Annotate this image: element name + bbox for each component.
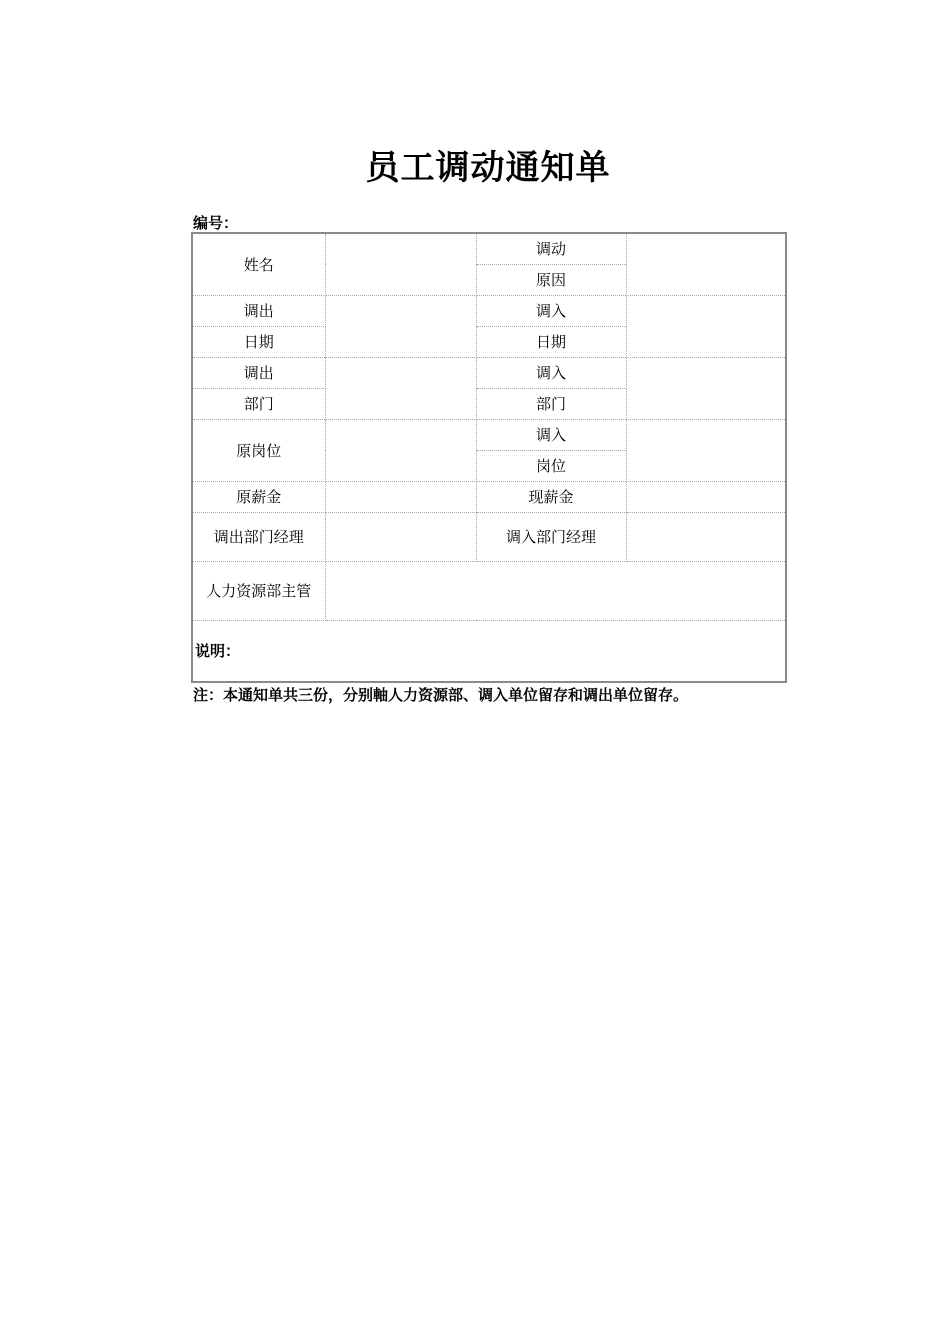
orig-post-field[interactable]	[325, 419, 476, 481]
in-dept-field[interactable]	[626, 357, 786, 419]
transfer-form-table	[191, 232, 787, 683]
in-manager-field[interactable]	[626, 512, 786, 561]
in-dept-label-line1: 调入	[476, 357, 626, 388]
transfer-reason-field[interactable]	[626, 233, 786, 295]
out-manager-label: 调出部门经理	[192, 512, 325, 561]
in-date-field[interactable]	[626, 295, 786, 357]
out-date-label-line2: 日期	[192, 326, 325, 357]
in-date-label-line1: 调入	[476, 295, 626, 326]
name-field[interactable]	[325, 233, 476, 295]
notes-label: 说明：	[195, 642, 241, 661]
out-manager-field[interactable]	[325, 512, 476, 561]
out-dept-label-line1: 调出	[192, 357, 325, 388]
transfer-reason-label-line2: 原因	[476, 264, 626, 295]
in-post-field[interactable]	[626, 419, 786, 481]
out-dept-field[interactable]	[325, 357, 476, 419]
footnote: 注：本通知单共三份，分别軸人力资源部、调入单位留存和调出单位留存。	[193, 686, 689, 704]
in-dept-label-line2: 部门	[476, 388, 626, 419]
in-post-label-line1: 调入	[476, 419, 626, 450]
orig-salary-label: 原薪金	[192, 481, 325, 512]
out-dept-label-line2: 部门	[192, 388, 325, 419]
orig-salary-field[interactable]	[325, 481, 476, 512]
orig-post-label: 原岗位	[192, 419, 325, 481]
out-date-label-line1: 调出	[192, 295, 325, 326]
new-salary-label: 现薪金	[476, 481, 626, 512]
out-date-field[interactable]	[325, 295, 476, 357]
notes-field[interactable]	[192, 620, 786, 682]
serial-number-label: 编号：	[193, 214, 239, 232]
in-post-label-line2: 岗位	[476, 450, 626, 481]
new-salary-field[interactable]	[626, 481, 786, 512]
hr-head-label: 人力资源部主管	[192, 561, 325, 620]
in-manager-label: 调入部门经理	[476, 512, 626, 561]
page-title: 员工调动通知单	[365, 148, 611, 188]
in-date-label-line2: 日期	[476, 326, 626, 357]
transfer-reason-label-line1: 调动	[476, 233, 626, 264]
name-label: 姓名	[192, 233, 325, 295]
hr-head-field[interactable]	[325, 561, 786, 620]
